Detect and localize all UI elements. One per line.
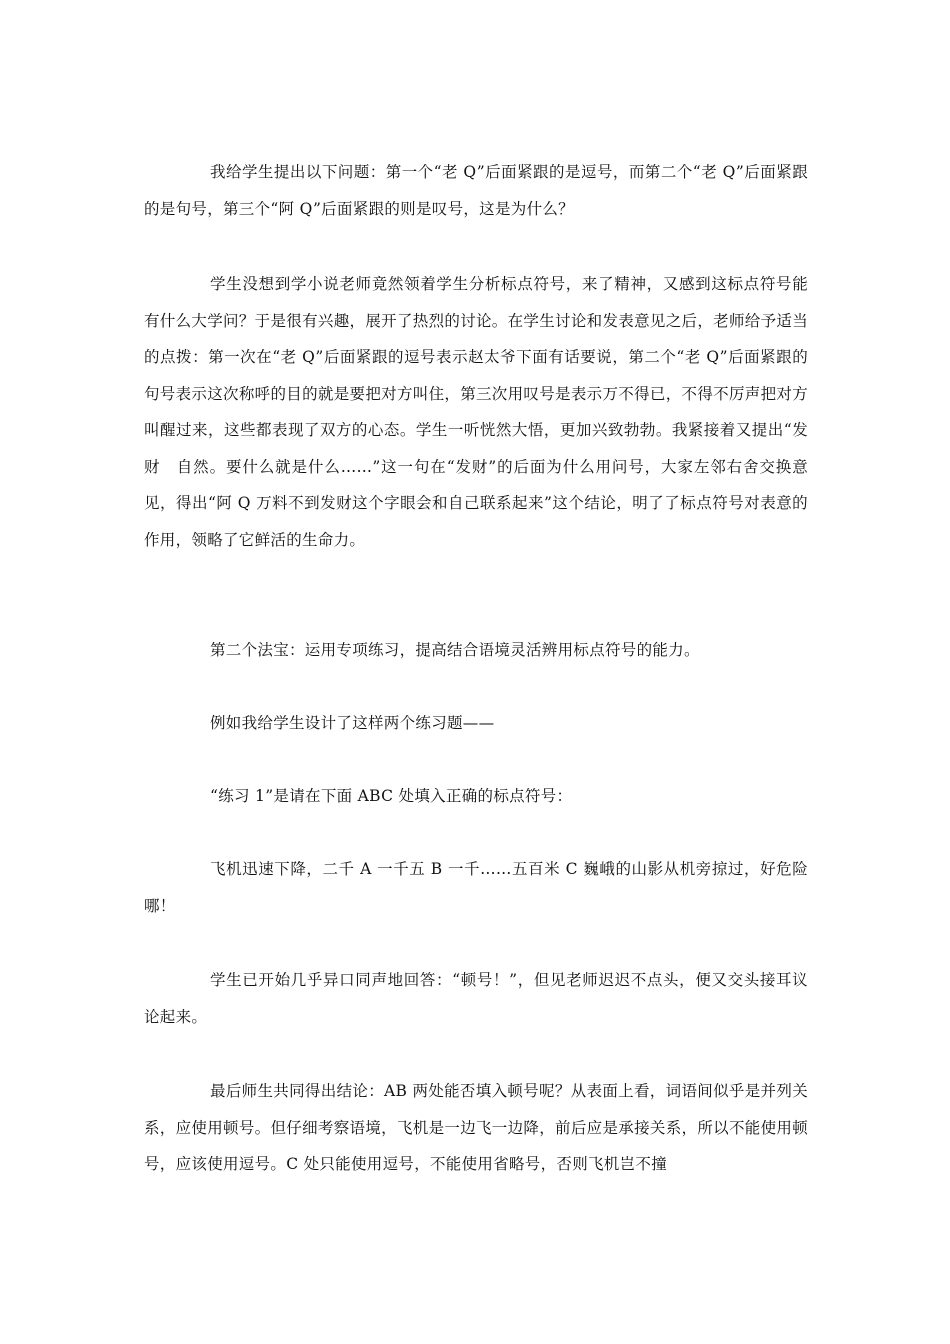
paragraph-example-intro: 例如我给学生设计了这样两个练习题—— (210, 714, 495, 732)
paragraph-conclusion: 最后师生共同得出结论：AB 两处能否填入顿号呢？从表面上看，词语间似乎是并列关系，应使用顿号。但仔细考察语境，飞机是一边飞一边降，前后应是承接关系，所以不能使用顿号，应该使用逗号。C 处只能使用逗号，不能使用省略号，否则飞机岂不撞 (144, 1082, 808, 1173)
paragraph-student-answer: 学生已开始几乎异口同声地回答：“顿号！”，但见老师迟迟不点头，便又交头接耳议论起来。 (144, 971, 808, 1026)
paragraph-exercise-sentence: 飞机迅速下降，二千 A 一千五 B 一千……五百米 C 巍峨的山影从机旁掠过，好危险哪！ (144, 860, 808, 915)
paragraph-question: 我给学生提出以下问题：第一个“老 Q”后面紧跟的是逗号，而第二个“老 Q”后面紧跟的是句号，第三个“阿 Q”后面紧跟的则是叹号，这是为什么？ (144, 163, 808, 218)
paragraph-second-method: 第二个法宝：运用专项练习，提高结合语境灵活辨用标点符号的能力。 (210, 641, 700, 659)
paragraph-exercise-1: “练习 1”是请在下面 ABC 处填入正确的标点符号： (210, 787, 573, 805)
paragraph-discussion: 学生没想到学小说老师竟然领着学生分析标点符号，来了精神，又感到这标点符号能有什么大学问？于是很有兴趣，展开了热烈的讨论。在学生讨论和发表意见之后，老师给予适当的点拨：第一次在“老 Q”后面紧跟的逗号表示赵太爷下面有话要说，第二个“老 Q”后面紧跟的句号表示这次称呼的目的就是要把对方叫住，第三次用叹号是表示万不得已，不得不厉声把对方叫醒过来，这些都表现了双方的心态。学生一听恍然大悟，更加兴致勃勃。我紧接着又提出“发财 自然。要什么就是什么……”这一句在“发财”的后面为什么用问号，大家左邻右舍交换意见，得出“阿 Q 万料不到发财这个字眼会和自己联系起来”这个结论，明了了标点符号对表意的作用，领略了它鲜活的生命力。 (144, 275, 808, 549)
